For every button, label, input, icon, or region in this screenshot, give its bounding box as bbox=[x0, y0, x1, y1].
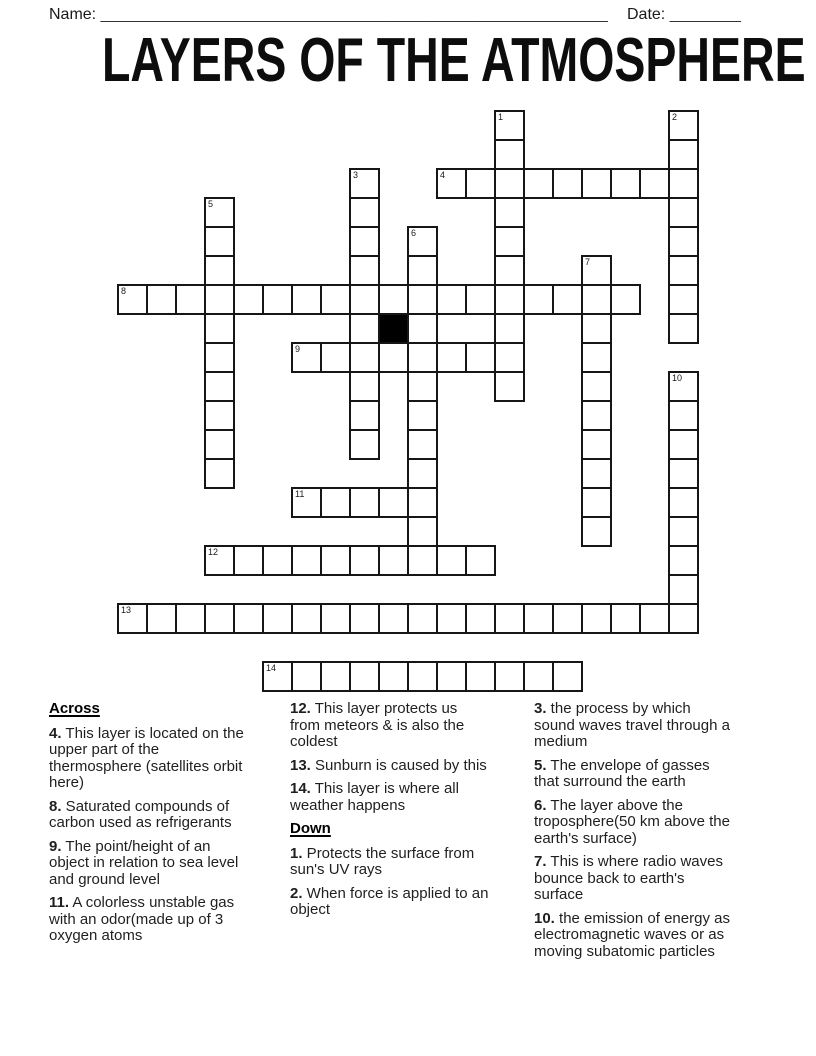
answer-cell[interactable] bbox=[204, 226, 235, 257]
cell-number: 12 bbox=[208, 547, 219, 557]
answer-cell[interactable] bbox=[668, 168, 699, 199]
answer-cell[interactable] bbox=[349, 197, 380, 228]
answer-cell[interactable] bbox=[407, 284, 438, 315]
answer-cell[interactable] bbox=[523, 284, 554, 315]
clue-down-3: 3. the process by which sound waves travel through a medium bbox=[534, 700, 730, 750]
clue-number: 2. bbox=[290, 884, 303, 902]
clue-column-2 bbox=[290, 701, 490, 926]
across-heading: Across bbox=[49, 700, 100, 717]
answer-cell[interactable] bbox=[581, 400, 612, 431]
answer-cell[interactable] bbox=[668, 574, 699, 605]
page-title: LAYERS OF THE ATMOSPHERE bbox=[102, 26, 806, 95]
answer-cell[interactable] bbox=[320, 603, 351, 634]
answer-cell[interactable] bbox=[407, 255, 438, 286]
clue-down-7: 7. This is where radio waves bounce back to earth's surface bbox=[534, 853, 723, 903]
answer-cell[interactable] bbox=[378, 603, 409, 634]
answer-cell[interactable] bbox=[407, 458, 438, 489]
answer-cell[interactable] bbox=[581, 487, 612, 518]
answer-cell[interactable] bbox=[668, 400, 699, 431]
answer-cell[interactable] bbox=[581, 603, 612, 634]
answer-cell[interactable] bbox=[204, 400, 235, 431]
answer-cell[interactable] bbox=[146, 284, 177, 315]
clue-down-6: 6. The layer above the troposphere(50 km above the earth's surface) bbox=[534, 796, 730, 847]
cell-number: 3 bbox=[353, 170, 359, 180]
clue-across-12: 12. This layer protects us from meteors & is also the coldest bbox=[290, 700, 465, 750]
answer-cell[interactable] bbox=[349, 313, 380, 344]
answer-cell[interactable] bbox=[291, 284, 322, 315]
answer-cell[interactable] bbox=[204, 458, 235, 489]
answer-cell[interactable] bbox=[668, 458, 699, 489]
answer-cell[interactable] bbox=[204, 255, 235, 286]
answer-cell[interactable] bbox=[581, 458, 612, 489]
answer-cell[interactable] bbox=[407, 371, 438, 402]
cell-number: 6 bbox=[411, 228, 417, 238]
answer-cell[interactable] bbox=[639, 603, 670, 634]
clue-number: 10. bbox=[534, 909, 555, 927]
clue-down-5: 5. The envelope of gasses that surround the earth bbox=[534, 756, 710, 790]
clue-number: 5. bbox=[534, 756, 547, 774]
answer-cell[interactable] bbox=[291, 545, 322, 576]
answer-cell[interactable] bbox=[668, 429, 699, 460]
answer-cell[interactable] bbox=[581, 371, 612, 402]
answer-cell[interactable] bbox=[407, 429, 438, 460]
answer-cell[interactable] bbox=[407, 516, 438, 547]
answer-cell[interactable] bbox=[204, 371, 235, 402]
answer-cell[interactable] bbox=[494, 139, 525, 170]
answer-cell[interactable] bbox=[668, 197, 699, 228]
cell-number: 4 bbox=[440, 170, 446, 180]
answer-cell[interactable] bbox=[407, 603, 438, 634]
answer-cell[interactable] bbox=[465, 603, 496, 634]
answer-cell[interactable] bbox=[581, 168, 612, 199]
answer-cell[interactable] bbox=[349, 545, 380, 576]
answer-cell[interactable] bbox=[349, 284, 380, 315]
answer-cell[interactable] bbox=[465, 342, 496, 373]
answer-cell[interactable] bbox=[349, 400, 380, 431]
answer-cell[interactable] bbox=[668, 226, 699, 257]
cell-number: 14 bbox=[266, 663, 277, 673]
answer-cell[interactable] bbox=[233, 545, 264, 576]
answer-cell[interactable] bbox=[436, 545, 467, 576]
answer-cell[interactable] bbox=[262, 603, 293, 634]
answer-cell[interactable] bbox=[262, 284, 293, 315]
clue-number: 12. bbox=[290, 700, 311, 717]
answer-cell[interactable] bbox=[494, 255, 525, 286]
answer-cell[interactable] bbox=[610, 168, 641, 199]
cell-number: 9 bbox=[295, 344, 301, 354]
down-heading: Down bbox=[290, 820, 331, 837]
answer-cell[interactable] bbox=[407, 313, 438, 344]
clue-across-9: 9. The point/height of an object in relation to sea level and ground level bbox=[49, 837, 239, 888]
answer-cell[interactable] bbox=[349, 371, 380, 402]
clue-down-1: 1. Protects the surface from sun's UV rays bbox=[290, 844, 475, 878]
cell-number: 10 bbox=[672, 373, 683, 383]
cell-number: 1 bbox=[498, 112, 504, 122]
answer-cell[interactable] bbox=[552, 661, 583, 692]
clue-number: 3. bbox=[534, 700, 547, 717]
answer-cell[interactable] bbox=[581, 342, 612, 373]
answer-cell[interactable] bbox=[407, 661, 438, 692]
answer-cell[interactable] bbox=[668, 139, 699, 170]
answer-cell[interactable] bbox=[204, 342, 235, 373]
clue-down-2: 2. When force is applied to an object bbox=[290, 884, 489, 918]
clue-column-1 bbox=[49, 701, 249, 952]
answer-cell[interactable] bbox=[494, 197, 525, 228]
answer-cell[interactable] bbox=[668, 313, 699, 344]
clue-number: 11. bbox=[49, 894, 70, 911]
answer-cell[interactable] bbox=[204, 284, 235, 315]
answer-cell[interactable] bbox=[320, 284, 351, 315]
answer-cell[interactable] bbox=[320, 342, 351, 373]
answer-cell[interactable] bbox=[204, 197, 235, 228]
cell-number: 7 bbox=[585, 257, 591, 267]
answer-cell[interactable] bbox=[175, 284, 206, 315]
answer-cell[interactable] bbox=[320, 487, 351, 518]
answer-cell[interactable] bbox=[668, 516, 699, 547]
answer-cell[interactable] bbox=[407, 545, 438, 576]
clue-number: 8. bbox=[49, 797, 62, 815]
name-blank-line[interactable]: _________________________________________________________ bbox=[100, 6, 608, 23]
answer-cell[interactable] bbox=[610, 603, 641, 634]
answer-cell[interactable] bbox=[581, 313, 612, 344]
answer-cell[interactable] bbox=[291, 487, 322, 518]
answer-cell[interactable] bbox=[349, 168, 380, 199]
answer-cell[interactable] bbox=[117, 284, 148, 315]
answer-cell[interactable] bbox=[233, 284, 264, 315]
clue-number: 7. bbox=[534, 853, 547, 870]
answer-cell[interactable] bbox=[349, 226, 380, 257]
cell-number: 8 bbox=[121, 286, 127, 296]
answer-cell[interactable] bbox=[349, 661, 380, 692]
clue-column-3 bbox=[534, 701, 734, 967]
answer-cell[interactable] bbox=[349, 603, 380, 634]
answer-cell[interactable] bbox=[465, 545, 496, 576]
answer-cell[interactable] bbox=[204, 313, 235, 344]
answer-cell[interactable] bbox=[204, 429, 235, 460]
answer-cell[interactable] bbox=[407, 226, 438, 257]
answer-cell[interactable] bbox=[465, 661, 496, 692]
answer-cell[interactable] bbox=[436, 284, 467, 315]
clue-number: 4. bbox=[49, 724, 62, 742]
answer-cell[interactable] bbox=[465, 168, 496, 199]
answer-cell[interactable] bbox=[146, 603, 177, 634]
answer-cell[interactable] bbox=[668, 545, 699, 576]
answer-cell[interactable] bbox=[262, 545, 293, 576]
answer-cell[interactable] bbox=[407, 342, 438, 373]
answer-cell[interactable] bbox=[552, 284, 583, 315]
answer-cell[interactable] bbox=[233, 603, 264, 634]
cell-number: 2 bbox=[672, 112, 678, 122]
answer-cell[interactable] bbox=[465, 284, 496, 315]
clue-across-11: 11. A colorless unstable gas with an odor(made up of 3 oxygen atoms bbox=[49, 894, 235, 944]
answer-cell[interactable] bbox=[291, 603, 322, 634]
answer-cell[interactable] bbox=[436, 342, 467, 373]
clue-across-8: 8. Saturated compounds of carbon used as refrigerants bbox=[49, 797, 232, 831]
clue-number: 14. bbox=[290, 780, 311, 797]
clue-number: 13. bbox=[290, 756, 311, 774]
clue-number: 6. bbox=[534, 796, 547, 814]
answer-cell[interactable] bbox=[436, 661, 467, 692]
answer-cell[interactable] bbox=[610, 284, 641, 315]
answer-cell[interactable] bbox=[378, 487, 409, 518]
answer-cell[interactable] bbox=[494, 226, 525, 257]
answer-cell[interactable] bbox=[262, 661, 293, 692]
answer-cell[interactable] bbox=[407, 400, 438, 431]
clue-number: 1. bbox=[290, 844, 303, 862]
answer-cell[interactable] bbox=[494, 284, 525, 315]
answer-cell[interactable] bbox=[117, 603, 148, 634]
answer-cell[interactable] bbox=[320, 661, 351, 692]
answer-cell[interactable] bbox=[581, 255, 612, 286]
answer-cell[interactable] bbox=[668, 255, 699, 286]
answer-cell[interactable] bbox=[204, 603, 235, 634]
answer-cell[interactable] bbox=[436, 168, 467, 199]
cell-number: 13 bbox=[121, 605, 132, 615]
answer-cell[interactable] bbox=[291, 661, 322, 692]
answer-cell[interactable] bbox=[378, 342, 409, 373]
cell-number: 11 bbox=[295, 489, 305, 499]
answer-cell[interactable] bbox=[581, 284, 612, 315]
clue-across-4: 4. This layer is located on the upper part of the thermosphere (satellites orbit here) bbox=[49, 724, 244, 791]
answer-cell[interactable] bbox=[494, 313, 525, 344]
answer-cell[interactable] bbox=[581, 429, 612, 460]
clue-across-13: 13. Sunburn is caused by this bbox=[290, 756, 487, 774]
answer-cell[interactable] bbox=[378, 284, 409, 315]
answer-cell[interactable] bbox=[494, 168, 525, 199]
answer-cell[interactable] bbox=[494, 661, 525, 692]
answer-cell[interactable] bbox=[204, 545, 235, 576]
blocked-cell bbox=[378, 313, 409, 344]
answer-cell[interactable] bbox=[552, 168, 583, 199]
answer-cell[interactable] bbox=[494, 603, 525, 634]
answer-cell[interactable] bbox=[668, 110, 699, 141]
clue-number: 9. bbox=[49, 837, 62, 855]
clue-across-14: 14. This layer is where all weather happens bbox=[290, 780, 459, 814]
answer-cell[interactable] bbox=[494, 371, 525, 402]
answer-cell[interactable] bbox=[668, 603, 699, 634]
answer-cell[interactable] bbox=[581, 516, 612, 547]
answer-cell[interactable] bbox=[320, 545, 351, 576]
cell-number: 5 bbox=[208, 199, 214, 209]
answer-cell[interactable] bbox=[668, 371, 699, 402]
date-blank-line[interactable]: ________ bbox=[669, 6, 741, 23]
answer-cell[interactable] bbox=[349, 487, 380, 518]
answer-cell[interactable] bbox=[494, 342, 525, 373]
answer-cell[interactable] bbox=[523, 168, 554, 199]
answer-cell[interactable] bbox=[523, 661, 554, 692]
answer-cell[interactable] bbox=[349, 255, 380, 286]
answer-cell[interactable] bbox=[349, 429, 380, 460]
name-label: Name: bbox=[49, 6, 97, 23]
answer-cell[interactable] bbox=[668, 284, 699, 315]
answer-cell[interactable] bbox=[291, 342, 322, 373]
answer-cell[interactable] bbox=[436, 603, 467, 634]
answer-cell[interactable] bbox=[494, 110, 525, 141]
answer-cell[interactable] bbox=[552, 603, 583, 634]
date-label: Date: bbox=[627, 6, 666, 23]
answer-cell[interactable] bbox=[349, 342, 380, 373]
answer-cell[interactable] bbox=[175, 603, 206, 634]
answer-cell[interactable] bbox=[668, 487, 699, 518]
answer-cell[interactable] bbox=[378, 545, 409, 576]
answer-cell[interactable] bbox=[639, 168, 670, 199]
answer-cell[interactable] bbox=[523, 603, 554, 634]
answer-cell[interactable] bbox=[407, 487, 438, 518]
answer-cell[interactable] bbox=[378, 661, 409, 692]
clue-down-10: 10. the emission of energy as electromagnetic waves or as moving subatomic particles bbox=[534, 909, 730, 960]
